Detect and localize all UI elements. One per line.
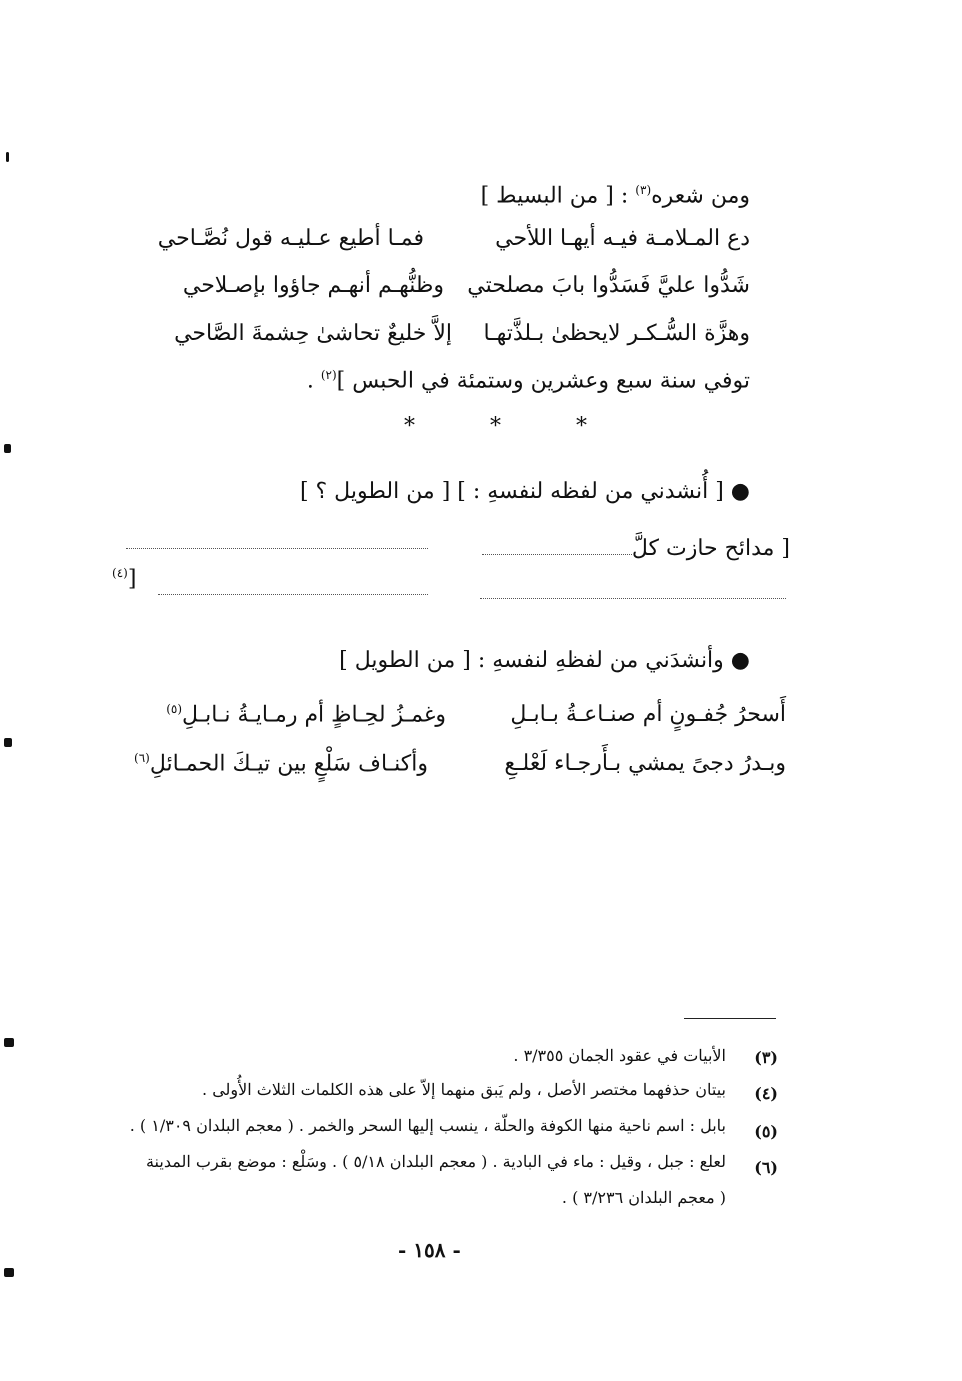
scan-mark bbox=[4, 1038, 14, 1047]
verse-hemistich-right: وبـدرُ دجىً يمشي بـأَرجـاء لَعْلـعِ bbox=[504, 751, 786, 776]
footnote-number: (٦) bbox=[754, 1158, 778, 1177]
poem-heading-text: ومن شعره bbox=[651, 183, 750, 209]
scan-mark bbox=[4, 738, 12, 747]
page-number: - ١٥٨ - bbox=[398, 1238, 461, 1262]
dotted-gap bbox=[126, 548, 428, 549]
poem2-heading bbox=[300, 479, 750, 504]
dotted-gap bbox=[482, 554, 632, 555]
verse-text: وأكنـاف سَلْعٍ بين تيـكَ الحمـائلِ bbox=[149, 751, 428, 777]
poem2-heading-text: [ أُنشدني من لفظه لنفسهِ : ] [ من الطويل ؟ ] bbox=[299, 479, 724, 504]
separator-stars: * * * bbox=[404, 414, 621, 439]
death-note-end: . bbox=[306, 368, 314, 394]
footnote-rule bbox=[684, 1018, 776, 1019]
footnote-text: بيتان حذفهما مختصر الأصل ، ولم يَبق منهما إلاّ على هذه الكلمات الثلاث الأُولى . bbox=[202, 1080, 726, 1099]
footnote-number: (٣) bbox=[754, 1048, 778, 1067]
scan-mark bbox=[6, 152, 9, 162]
footnote-ref: (٣) bbox=[635, 183, 652, 197]
verse-hemistich-right: أَسحرُ جُفـونٍ أم صنـاعـةُ بـابـلِ bbox=[510, 702, 786, 727]
poem-meter: : [ من البسيط ] bbox=[480, 183, 629, 209]
poem-heading bbox=[481, 183, 750, 208]
poem2-line2-end bbox=[112, 566, 136, 591]
verse-hemistich-left: فمـا أطيع عـليـه قول نُصَّـاحي bbox=[157, 226, 424, 251]
footnote-text: لعلع : جبل ، وقيل : ماء في البادية . ( معجم البلدان ٥/١٨ ) . وسَلْع : موضع بقرب المدينة bbox=[145, 1152, 726, 1171]
footnote-number: (٥) bbox=[754, 1122, 778, 1141]
footnote-text-continued: ( معجم البلدان ٣/٢٣٦ ) . bbox=[561, 1188, 726, 1207]
poem3-heading bbox=[339, 648, 750, 673]
footnote-number: (٤) bbox=[754, 1084, 778, 1103]
verse-hemistich-left bbox=[166, 702, 446, 727]
verse-hemistich-left: إلاَّ خليعٌ تحاشىٰ حِشمةَ الصَّاحي bbox=[174, 321, 452, 346]
bullet: ● bbox=[730, 479, 750, 504]
dotted-gap bbox=[480, 598, 786, 599]
verse-hemistich-right: وهزَّة السُّـكـر لايحظىٰ بـلذَّتهـا bbox=[483, 321, 750, 346]
footnote-text: الأبيات في عقود الجمان ٣/٣٥٥ . bbox=[513, 1046, 726, 1065]
poem3-heading-text: وأنشدَني من لفظهِ لنفسهِ : [ من الطويل ] bbox=[339, 648, 724, 673]
dotted-gap bbox=[158, 594, 428, 595]
death-note bbox=[307, 368, 750, 393]
footnote-ref: (٢) bbox=[320, 368, 337, 382]
footnote-ref: (٥) bbox=[166, 702, 183, 716]
footnote-ref: (٦) bbox=[134, 751, 150, 765]
footnote-ref: (٤) bbox=[112, 566, 128, 580]
scan-mark bbox=[4, 1268, 14, 1277]
footnote-text: بابل : اسم ناحية منها الكوفة والحلّة ، ينسب إليها السحر والخمر . ( معجم البلدان ١/٣٠٩ ) . bbox=[129, 1116, 726, 1135]
bracket-close: ] bbox=[127, 566, 137, 592]
death-note-text: توفي سنة سبع وعشرين وستمئة في الحبس ] bbox=[336, 368, 750, 394]
bullet: ● bbox=[730, 648, 750, 673]
poem2-line1: [ مدائح حازت كلَّ bbox=[631, 536, 790, 561]
scan-mark bbox=[4, 444, 11, 453]
verse-hemistich-left: وظنُّهـم أنهـم جاؤوا بإصـلاحي bbox=[182, 273, 444, 298]
verse-hemistich-right: دع المـلامـة فيـه أيهـا اللأحي bbox=[495, 226, 750, 251]
verse-hemistich-right: شَدُّوا عليَّ فَسَدُّوا بابَ مصلحتي bbox=[467, 273, 750, 298]
verse-text: وغمـزُ لحِـاظٍ أم رمـايـةُ نـابـلِ bbox=[182, 702, 446, 728]
verse-hemistich-left bbox=[134, 751, 428, 776]
